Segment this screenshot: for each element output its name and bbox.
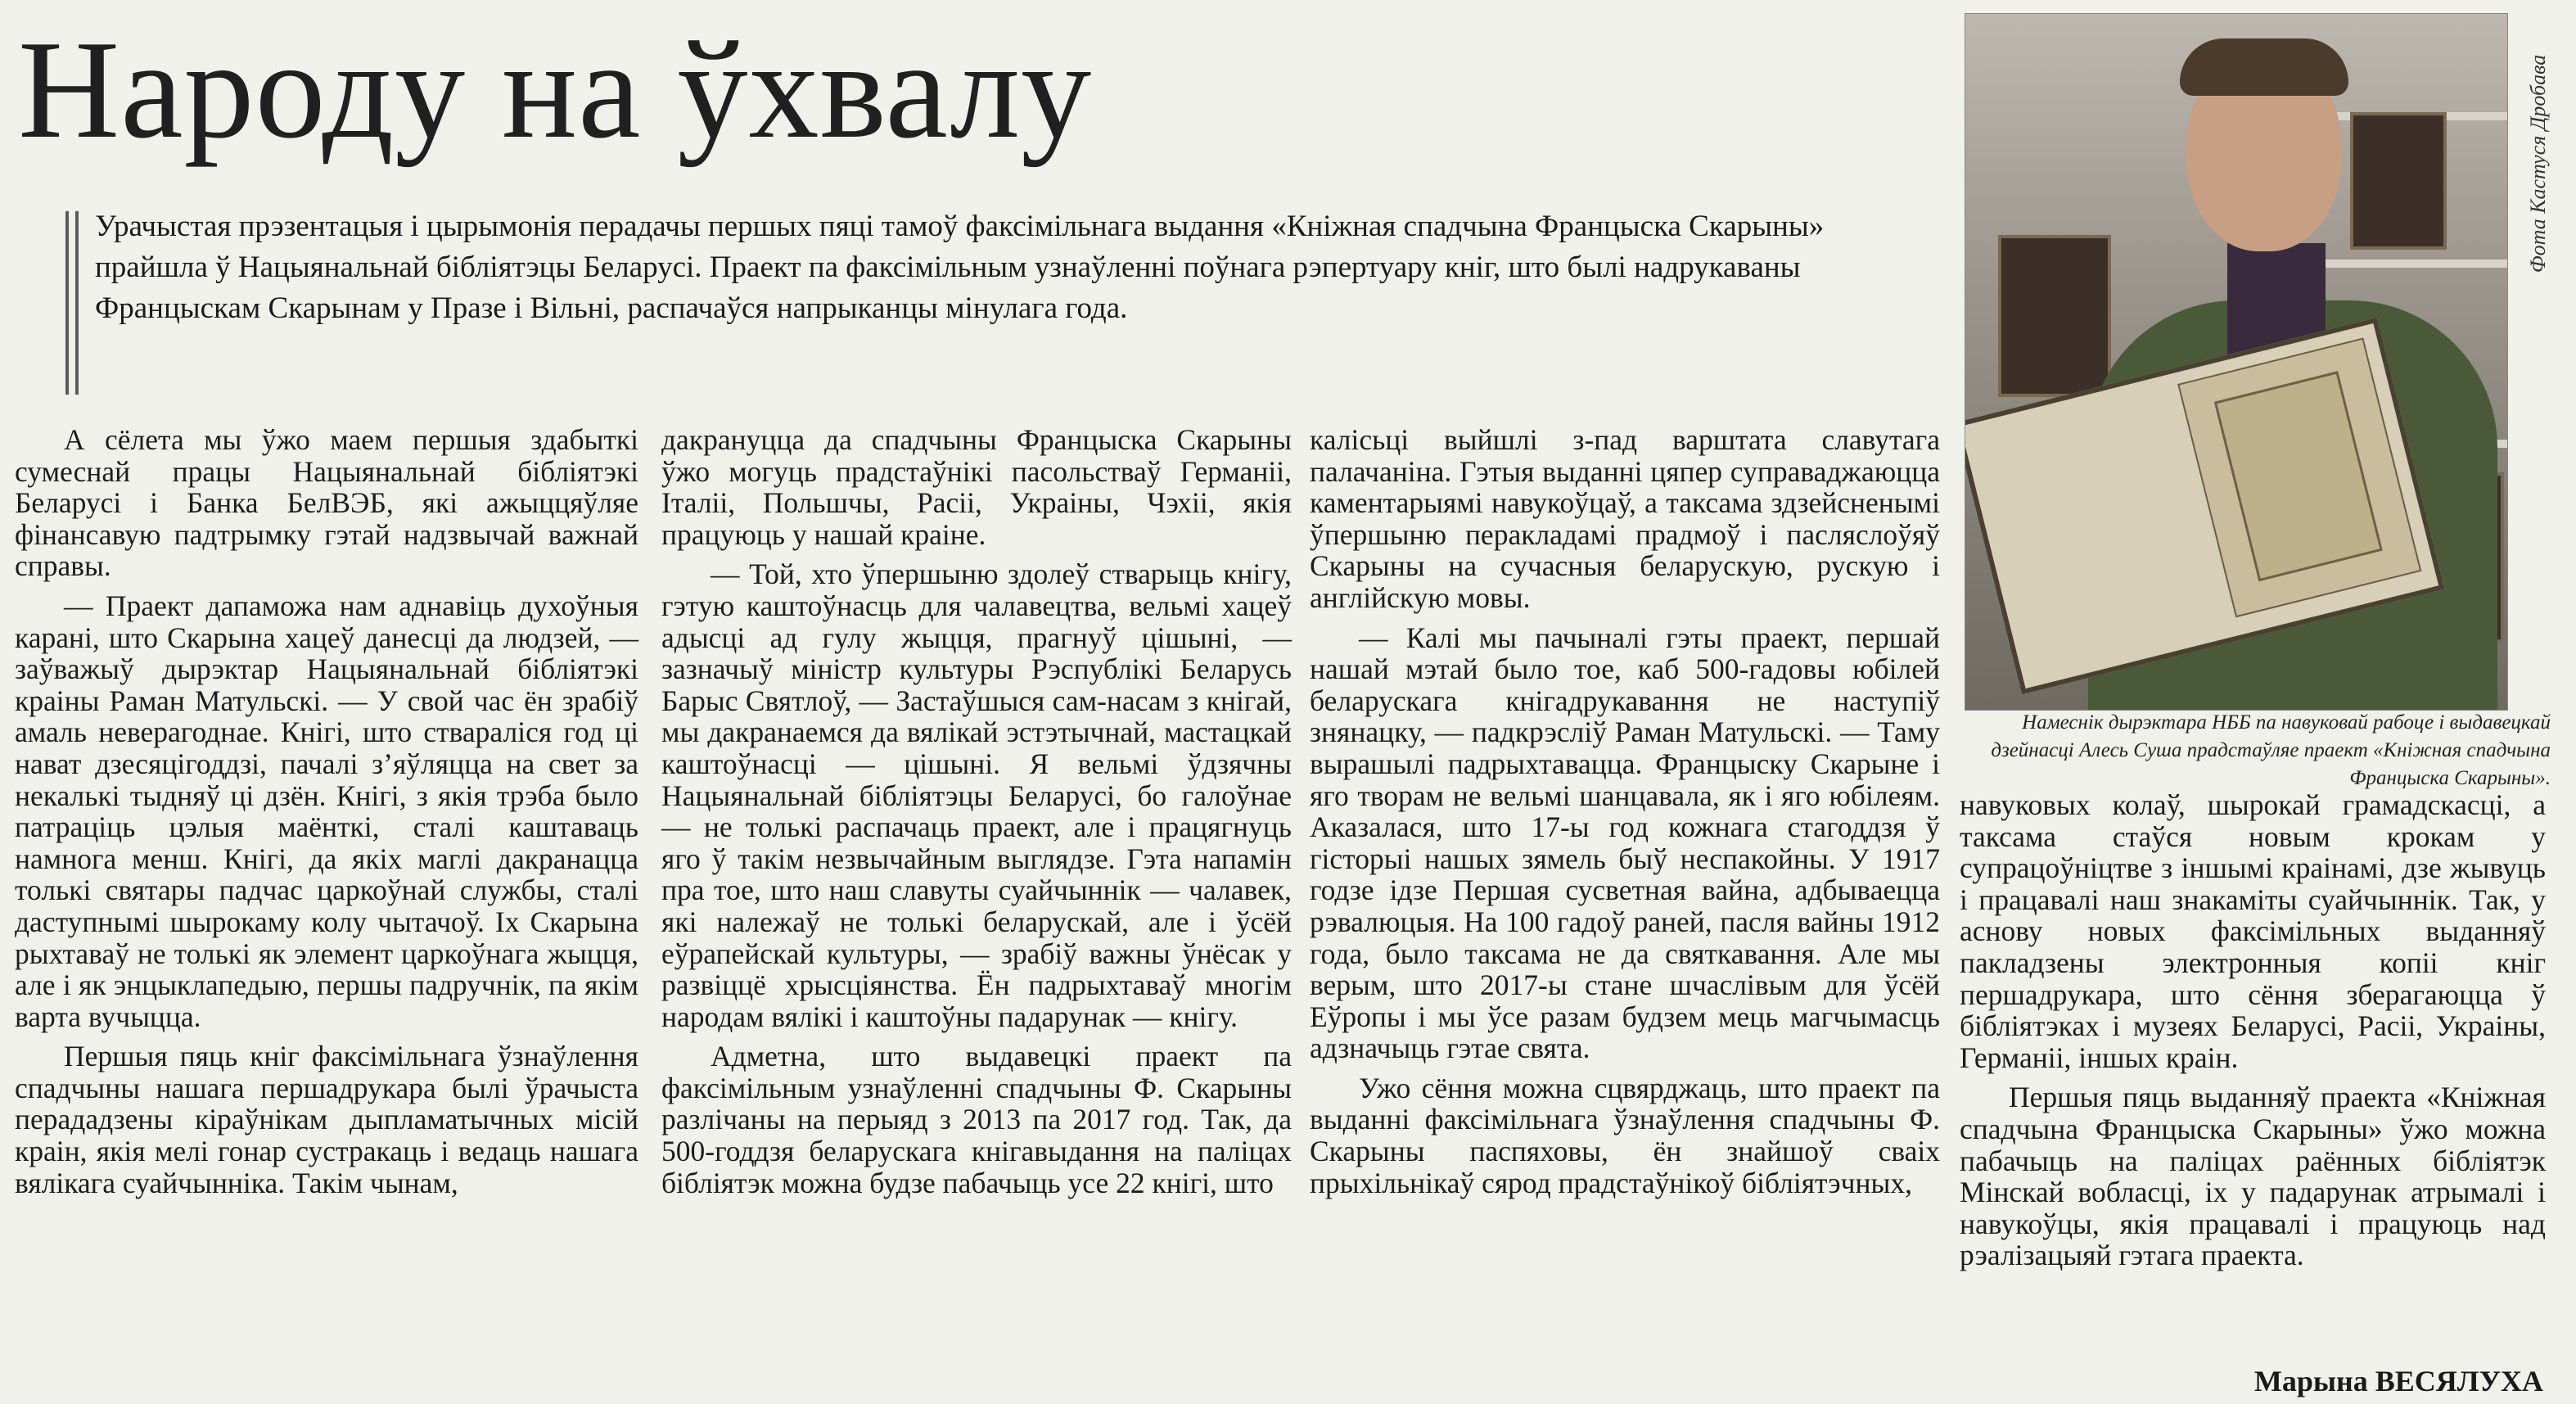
lead-text: Урачыстая прэзентацыя і цырымонія перадачы першых пяці тамоў факсімільнага выдання «Кніжная спадчына Францыска Скарыны» прайшла ў Нацыянальнай бібліятэцы Беларусі. Праект па факсімільным узнаўленні поўнага рэпертуару кніг, што былі надрукаваны Францыскам Скарынам у Празе і Вільні, распачаўся напрыканцы мінулага года.	[95, 210, 1825, 325]
lead-paragraph	[65, 206, 1940, 329]
paragraph: — Той, хто ўпершыню здолеў стварыць кнігу, гэтую каштоўнасць для чалавецтва, вельмі хацеў адысці ад гулу жыцця, прагнуў цішыні, — зазначыў міністр культуры Рэспублікі Беларусь Барыс Святлоў, — Застаўшыся сам-насам з кнігай, мы дакранаемся да вялікай эстэтычнай, мастацкай каштоўнасці — цішыні. Я вельмі ўдзячны Нацыянальнай бібліятэцы Беларусі, бо галоўнае — не толькі распачаць праект, але і працягнуць яго ў такім незвычайным выглядзе. Гэта напамін пра тое, што наш славуты суайчыннік — чалавек, які належаў не толькі беларускай, але і ўсёй еўрапейскай культуры, — зрабіў важны ўнёсак у развіццё хрысціянства. Ён падрыхтаваў многім народам вялікі і каштоўны падарунак — кнігу.	[661, 558, 1292, 1033]
text-column-4	[1960, 789, 2546, 1280]
shelf	[2319, 260, 2507, 268]
paragraph: Адметна, што выдавецкі праект па факсімільным узнаўленні спадчыны Ф. Скарыны разлічаны на перыяд з 2013 па 2017 год. Так, да 500-годдзя беларускага кнігавыдання на паліцах бібліятэк можна будзе пабачыць усе 22 кнігі, што	[661, 1040, 1292, 1199]
paragraph: дакрануцца да спадчыны Францыска Скарыны ўжо могуць прадстаўнікі пасольстваў Германіі, Італіі, Польшчы, Расіі, Украіны, Чэхіі, якія працуюць у нашай краіне.	[661, 423, 1292, 551]
paragraph: А сёлета мы ўжо маем першыя здабыткі сумеснай працы Нацыянальнай бібліятэкі Беларусі і Банка БелВЭБ, які ажыццяўляе фінансавую падтрымку гэтай надзвычай важнай справы.	[15, 423, 638, 583]
paragraph: навуковых колаў, шырокай грамадскасці, а таксама стаўся новым крокам у супрацоўніцтве з іншымі краінамі, дзе жывуць і працавалі наш знакаміты суайчыннік. Так, у аснову новых факсімільных выданняў пакладзены электронныя копіі кніг першадрукара, што сёння зберагаюцца ў бібліятэках і музеях Беларусі, Расіі, Украіны, Германіі, іншых краін.	[1960, 788, 2546, 1074]
displayed-book	[2350, 112, 2447, 250]
photo-caption: Намеснік дырэктара НББ па навуковай рабоце і выдавецкай дзейнасці Алесь Суша прадстаўляе праект «Кніжная спадчына Францыска Скарыны».	[1991, 711, 2551, 789]
headline: Народу на ўхвалу	[18, 12, 1093, 168]
book-illustration	[2214, 371, 2383, 581]
paragraph: калісьці выйшлі з-пад варштата славутага палачаніна. Гэтыя выданні цяпер суправаджаюцца каментарыямі навукоўцаў, а таксама здзейсненымі ўпершыню перакладамі прадмоў і пасляслоўяў Скарыны на сучасныя беларускую, рускую і англійскую мовы.	[1310, 423, 1940, 614]
paragraph: Першыя пяць кніг факсімільнага ўзнаўлення спадчыны нашага першадрукара былі ўрачыста перададзены кіраўнікам дыпламатычных місій краін, якія мелі гонар сустракаць і ведаць нашага вялікага суайчынніка. Такім чынам,	[15, 1040, 638, 1199]
text-column-1	[15, 424, 638, 1207]
paragraph: — Праект дапаможа нам аднавіць духоўныя карані, што Скарына хацеў данесці да людзей, — заўважыў дырэктар Нацыянальнай бібліятэкі краіны Раман Матульскі. — У свой час ён зрабіў амаль неверагоднае. Кнігі, што ствараліся год ці нават дзесяцігоддзі, пачалі з’яўляцца на свет за некалькі тыдняў ці дзён. Кнігі, з якія трэба было патраціць цэлыя маёнткі, сталі каштаваць намнога менш. Кнігі, да якіх маглі дакранацца толькі святары падчас царкоўнай службы, сталі даступнымі шырокаму колу чытачоў. Іх Скарына рыхтаваў не толькі як элемент царкоўнага жыцця, але і як энцыклапедыю, першы падручнік, па якім варта вучыцца.	[15, 589, 638, 1033]
paragraph: Першыя пяць выданняў праекта «Кніжная спадчына Францыска Скарыны» ўжо можна пабачыць на паліцах раённых бібліятэк Мінскай вобласці, іх у падарунак атрымалі і навукоўцы, якія працавалі і працуюць над рэалізацыяй гэтага праекта.	[1960, 1081, 2546, 1272]
text-column-2	[661, 424, 1292, 1207]
person-hair	[2180, 38, 2348, 96]
author-last-name: ВЕСЯЛУХА	[2375, 1365, 2543, 1397]
photo-presenter-with-book	[1965, 13, 2508, 711]
paragraph: — Калі мы пачыналі гэты праект, першай нашай мэтай было тое, каб 500-гадовы юбілей беларускага кнігадрукавання не наступіў знянацку, — падкрэсліў Раман Матульскі. — Таму вырашылі падрыхтавацца. Францыску Скарыне і яго творам не вельмі шанцавала, як і яго юбілеям. Аказалася, што 17-ы год кожнага стагоддзя ў гісторыі нашых зямель быў неспакойны. У 1917 годзе ідзе Першая сусветная вайна, адбываецца рэвалюцыя. На 100 гадоў раней, пасля вайны 1912 года, было таксама не да святкавання. Але мы верым, што 2017-ы стане шчаслівым для ўсёй Еўропы і мы ўсе разам будзем мець магчымасць адзначыць гэтае свята.	[1310, 621, 1940, 1065]
displayed-book	[1998, 235, 2111, 397]
author-byline	[2254, 1364, 2543, 1398]
lead-rule	[75, 211, 79, 395]
paragraph: Ужо сёння можна сцвярджаць, што праект па выданні факсімільнага ўзнаўлення спадчыны Ф. Скарыны паспяховы, ён знайшоў сваіх прыхільнікаў сярод прадстаўнікоў бібліятэчных,	[1310, 1071, 1940, 1199]
text-column-3	[1310, 424, 1940, 1207]
author-first-name: Марына	[2253, 1365, 2368, 1397]
photo-credit-text: Фота Кастуся Дробава	[2526, 54, 2550, 273]
lead-rule	[65, 211, 69, 395]
photo-credit	[2510, 8, 2567, 319]
book-page	[2177, 337, 2421, 617]
